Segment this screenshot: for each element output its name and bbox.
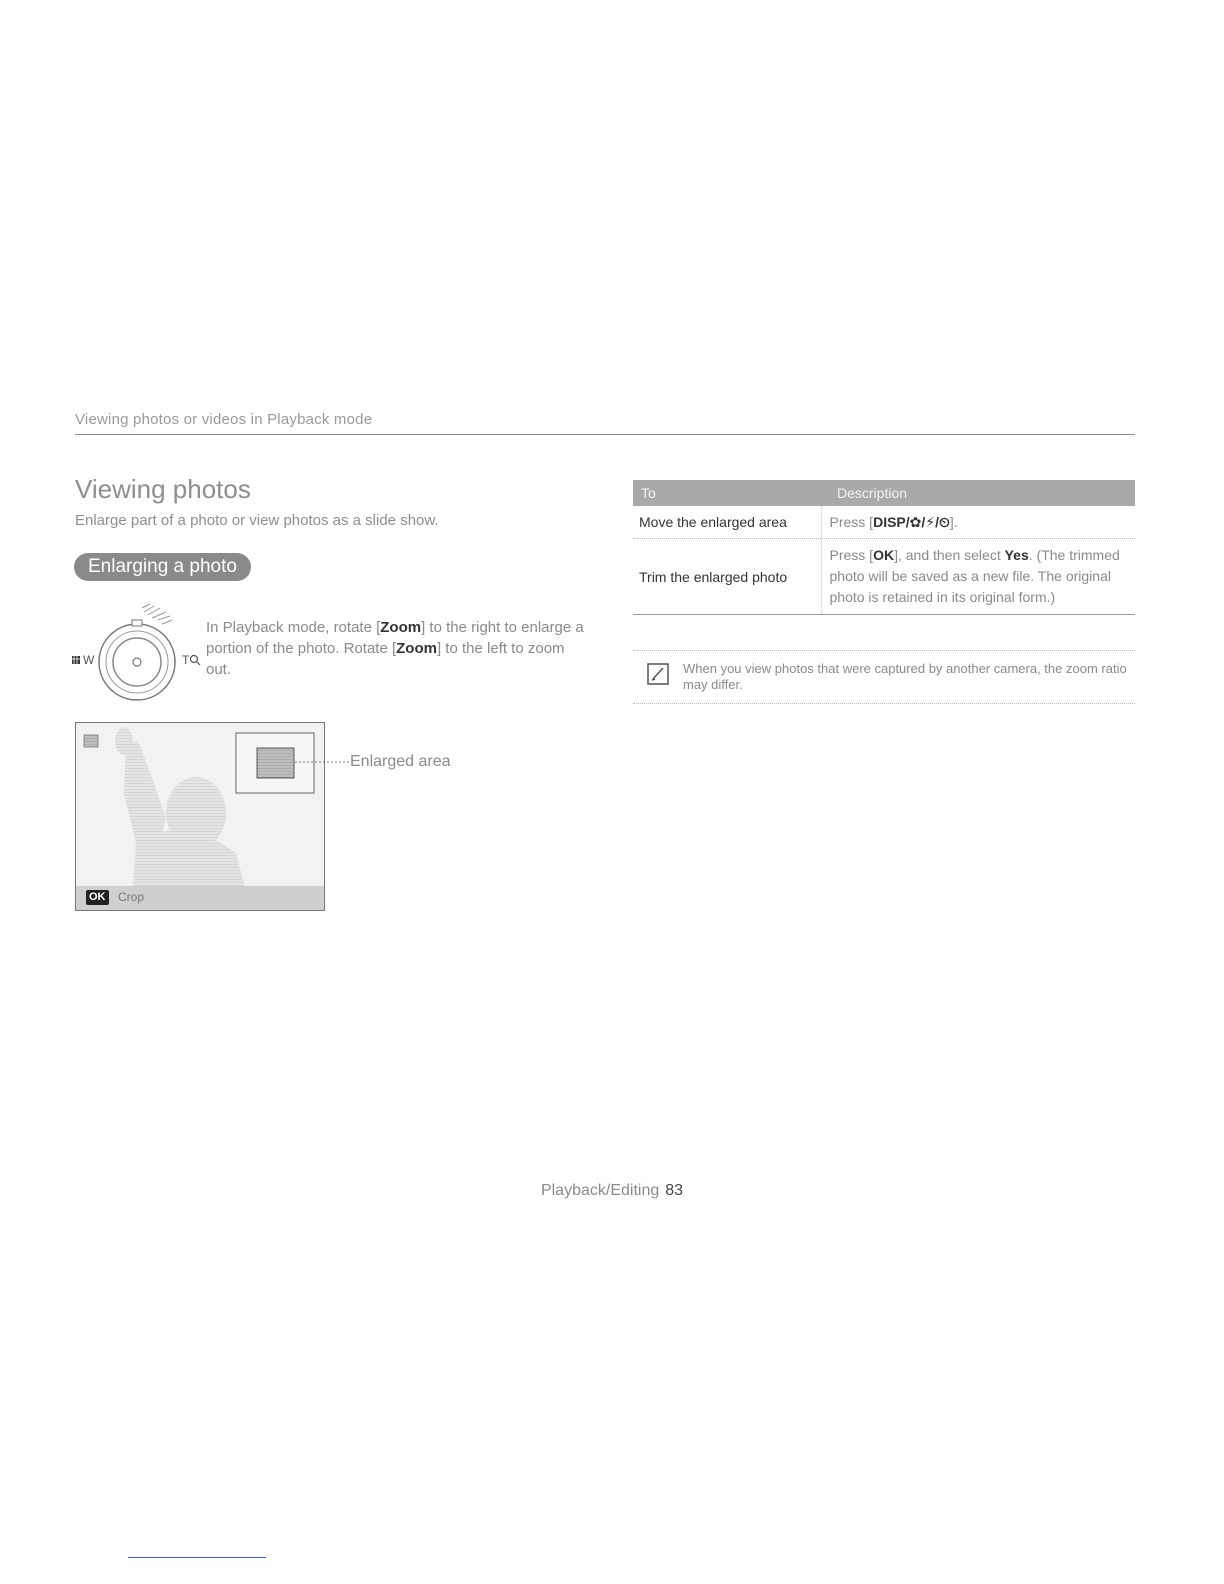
screen-bottom-bar — [76, 886, 324, 910]
note-box — [633, 650, 1135, 704]
subsection-heading: Enlarging a photo — [74, 553, 251, 581]
crop-label: Crop — [118, 890, 145, 904]
zoom-dial-illustration — [72, 600, 202, 710]
photo-preview-image — [76, 723, 324, 910]
enlarged-area-label: Enlarged area — [350, 753, 451, 770]
note-pencil-icon — [647, 663, 669, 685]
action-description-table — [633, 480, 1135, 615]
page-number: 83 — [665, 1182, 684, 1199]
ok-badge: OK — [86, 890, 109, 905]
table-header-row — [633, 480, 1135, 506]
table-header-description: Description — [837, 485, 908, 501]
button-key-label: DISP/✿/⚡/⏲ — [873, 513, 950, 530]
desc-text: Press [ — [829, 547, 874, 563]
header-divider — [75, 434, 1135, 435]
desc-text: Press [ — [829, 513, 874, 530]
row-action: Move the enlarged area — [639, 514, 787, 530]
dial-t-label: T — [182, 653, 190, 667]
yes-option-label: Yes — [1004, 547, 1029, 563]
instruction-text: In Playback mode, rotate [ — [206, 619, 381, 636]
footer-section: Playback/Editing — [540, 1182, 660, 1199]
desc-text: ], and then select — [894, 547, 1005, 563]
row-description — [821, 539, 1135, 615]
table-header-to: To — [641, 485, 656, 501]
button-key-label: OK — [873, 547, 895, 563]
zoom-instruction — [206, 617, 586, 680]
zoom-key-label: Zoom — [396, 640, 437, 657]
desc-text: . (The trimmed photo will be saved as a new file. The original photo is retained in its original form.) — [829, 547, 1120, 605]
instruction-text: ] to the left to zoom out. — [206, 640, 565, 678]
page-subtitle: Enlarge part of a photo or view photos as a slide show. — [75, 512, 439, 529]
page-title: Viewing photos — [75, 474, 251, 504]
table-row — [633, 539, 1135, 615]
row-description — [821, 506, 1135, 539]
desc-text: ]. — [949, 513, 958, 530]
bottom-link-underline — [128, 1557, 266, 1558]
row-action: Trim the enlarged photo — [639, 568, 788, 585]
instruction-text: ] to the right to enlarge a portion of the photo. Rotate [ — [206, 619, 584, 657]
page-footer — [0, 1182, 1224, 1200]
breadcrumb: Viewing photos or videos in Playback mode — [75, 411, 373, 428]
zoom-key-label: Zoom — [380, 619, 422, 636]
table-row — [633, 506, 1135, 539]
callout-line — [295, 755, 351, 769]
camera-screen-mockup — [75, 722, 325, 911]
note-text: When you view photos that were captured by another camera, the zoom ratio may differ. — [683, 661, 1127, 692]
dial-w-label: W — [83, 653, 95, 667]
